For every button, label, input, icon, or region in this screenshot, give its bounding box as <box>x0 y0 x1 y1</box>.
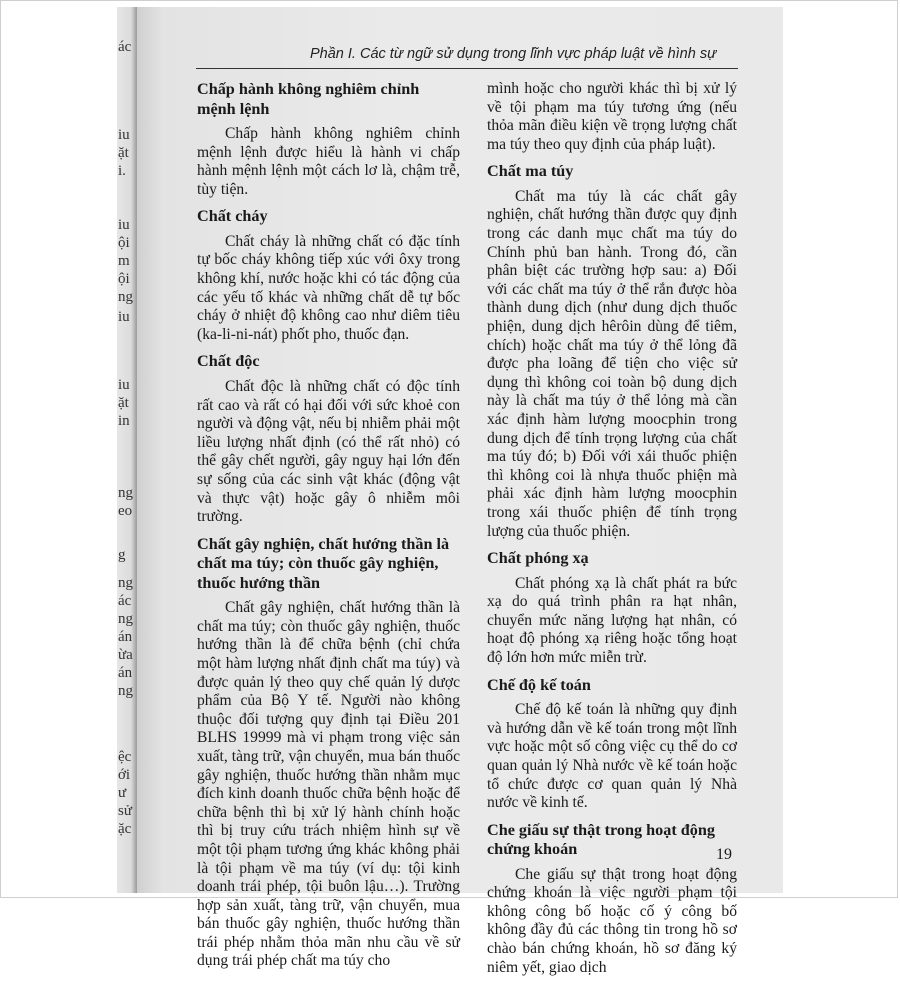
entry-paragraph: Che giấu sự thật trong hoạt động chứng khoán là việc người phạm tội không công bố hoặc cố ý công bố không đầy đủ các thông tin trong hồ sơ chào bán chứng khoán, hồ sơ đăng ký niêm yết, giao dịch <box>487 865 737 976</box>
entry-heading: Chấp hành không nghiêm chỉnh mệnh lệnh <box>197 80 420 118</box>
entry-chat-gay-nghien <box>197 535 460 971</box>
entry-paragraph: Chấp hành không nghiêm chỉnh mệnh lệnh được hiểu là hành vi chấp hành mệnh lệnh một cách lơ là, chậm trễ, tùy tiện. <box>197 125 460 198</box>
prev-page-fragment: in <box>118 413 130 429</box>
prev-page-fragment: ừa <box>118 647 133 663</box>
prev-page-fragment: án <box>118 665 133 681</box>
prev-page-fragment: m <box>118 253 130 269</box>
prev-page-fragment: ng <box>118 289 133 305</box>
entry-heading: Chất ma túy <box>487 162 574 181</box>
entry-heading: Chế độ kế toán <box>487 675 591 694</box>
prev-page-fragment: ặc <box>118 821 132 837</box>
prev-page-fragment: ư <box>118 785 127 801</box>
prev-page-fragment: ệc <box>118 749 132 765</box>
prev-page-fragment: eo <box>118 503 133 519</box>
prev-page-fragment: ặt <box>118 395 129 411</box>
entry-paragraph: Chất ma túy là các chất gây nghiện, chất hướng thần được quy định trong các danh mục chất ma túy do Chính phủ ban hành. Trong đó, cần phân biệt các trường hợp sau: a) Đối với các chất ma túy ở thể rắn được hòa thành dung dịch (như dung dịch thuốc phiện, dung dịch hêrôin dùng để tiêm, chích) hoặc chất ma túy ở thể lỏng đã được pha loãng để tiện cho việc sử dụng thì không coi toàn bộ dung dịch này là chất ma túy ở thể lỏng mà cần xác định hàm lượng moocphin trong dung dịch để tính trọng lượng của chất ma túy đó; b) Đối với xái thuốc phiện thì không coi là nhựa thuốc phiện mà phải xác định hàm lượng moocphin trong xái thuốc phiện để tính trọng lượng của thuốc phiện. <box>487 187 737 540</box>
entry-che-giau-su-that <box>487 821 737 978</box>
prev-page-fragment: ội <box>118 235 130 251</box>
prev-page-fragment: iu <box>118 127 130 143</box>
prev-page-fragment: ới <box>118 767 131 783</box>
prev-page-fragment: g <box>118 547 126 563</box>
entry-paragraph: Chất gây nghiện, chất hướng thần là chất ma túy; còn thuốc gây nghiện, thuốc hướng thần là để chữa bệnh (chỉ chứa một hàm lượng nhất định chất ma túy) và được quản lý theo quy chế quản lý dược phẩm của Bộ Y tế. Người nào không thuộc đối tượng quy định tại Điều 201 BLHS 19999 mà vi phạm trong việc sản xuất, tàng trữ, vận chuyển, mua bán thuốc gây nghiện, thuốc hướng thần nhằm mục đích kinh doanh thuốc chữa bệnh hoặc để chữa bệnh thì bị xử lý hành chính hoặc thì bị truy cứu trách nhiệm hình sự về một tội phạm tương ứng khác không phải là tội phạm về ma túy (ví dụ: tội kinh doanh trái phép, tội buôn lậu…). Trường hợp sản xuất, tàng trữ, vận chuyển, mua bán thuốc gây nghiện, thuốc hướng thần trái phép nhằm thỏa mãn nhu cầu về sử dụng trái phép chất ma túy cho <box>197 599 460 970</box>
entry-heading: Chất độc <box>197 352 260 371</box>
prev-page-fragment: ng <box>118 575 133 591</box>
entry-chap-hanh <box>197 80 460 199</box>
prev-page-fragment: iu <box>118 217 130 233</box>
prev-page-fragment: án <box>118 629 133 645</box>
entry-paragraph: Chất phóng xạ là chất phát ra bức xạ do quá trình phân ra hạt nhân, chuyển mức năng lượng hạt nhân, có hoạt độ phóng xạ riêng hoặc tổng hoạt độ lớn hơn mức miễn trừ. <box>487 574 737 667</box>
page-number: 19 <box>716 846 732 863</box>
prev-page-fragment: ội <box>118 271 130 287</box>
prev-page-fragment: iu <box>118 309 130 325</box>
prev-page-fragment: ng <box>118 611 133 627</box>
right-column <box>487 80 737 985</box>
entry-heading: Che giấu sự thật trong hoạt động chứng khoán <box>487 820 715 859</box>
header-rule <box>196 68 738 69</box>
prev-page-fragment: i. <box>118 163 126 179</box>
entry-heading: Chất phóng xạ <box>487 549 589 568</box>
entry-heading: Chất cháy <box>197 207 268 226</box>
entry-heading: Chất gây nghiện, chất hướng thần là chất ma túy; còn thuốc gây nghiện, thuốc hướng thần <box>197 534 450 592</box>
entry-paragraph: Chất độc là những chất có độc tính rất cao và rất có hại đối với sức khoẻ con người và động vật, nếu bị nhiễm phải một liều lượng nhất định (có thể rất nhỏ) có thể gây chết người, gây nguy hại lớn đến sự sống của các sinh vật khác (động vật và thực vật) hoặc gây ô nhiễm môi trường. <box>197 377 460 526</box>
previous-page-edge <box>117 7 137 893</box>
entry-paragraph: Chất cháy là những chất có đặc tính tự bốc cháy không tiếp xúc với ôxy trong không khí, nước hoặc khi có tác động của các yếu tố khác và những chất dễ tự bốc cháy ở nhiệt độ không cao như diêm tiêu (ka-li-ni-nát) phốt pho, thuốc đạn. <box>197 232 460 343</box>
prev-page-fragment: ng <box>118 683 133 699</box>
prev-page-fragment: sử <box>118 803 132 819</box>
prev-page-fragment: iu <box>118 377 130 393</box>
prev-page-fragment: ác <box>118 593 132 609</box>
entry-chat-phong-xa <box>487 549 737 667</box>
left-column <box>197 80 460 979</box>
entry-continuation <box>487 80 737 154</box>
entry-paragraph: Chế độ kế toán là những quy định và hướng dẫn về kế toán trong một lĩnh vực hoặc một số công việc cụ thể do cơ quan quản lý Nhà nước về kế toán hoặc tổ chức được cơ quan quản lý Nhà nước về kinh tế. <box>487 701 737 812</box>
prev-page-fragment: ác <box>118 39 132 55</box>
entry-chat-chay <box>197 207 460 344</box>
prev-page-fragment: ng <box>118 485 133 501</box>
entry-chat-ma-tuy <box>487 162 737 541</box>
entry-chat-doc <box>197 352 460 526</box>
entry-paragraph: mình hoặc cho người khác thì bị xử lý về tội phạm ma túy tương ứng (nếu thỏa mãn điều kiện về trọng lượng chất ma túy theo quy định của pháp luật). <box>487 80 737 153</box>
entry-che-do-ke-toan <box>487 676 737 813</box>
running-head: Phần I. Các từ ngữ sử dụng trong lĩnh vực pháp luật về hình sự <box>310 46 717 62</box>
prev-page-fragment: ặt <box>118 145 129 161</box>
